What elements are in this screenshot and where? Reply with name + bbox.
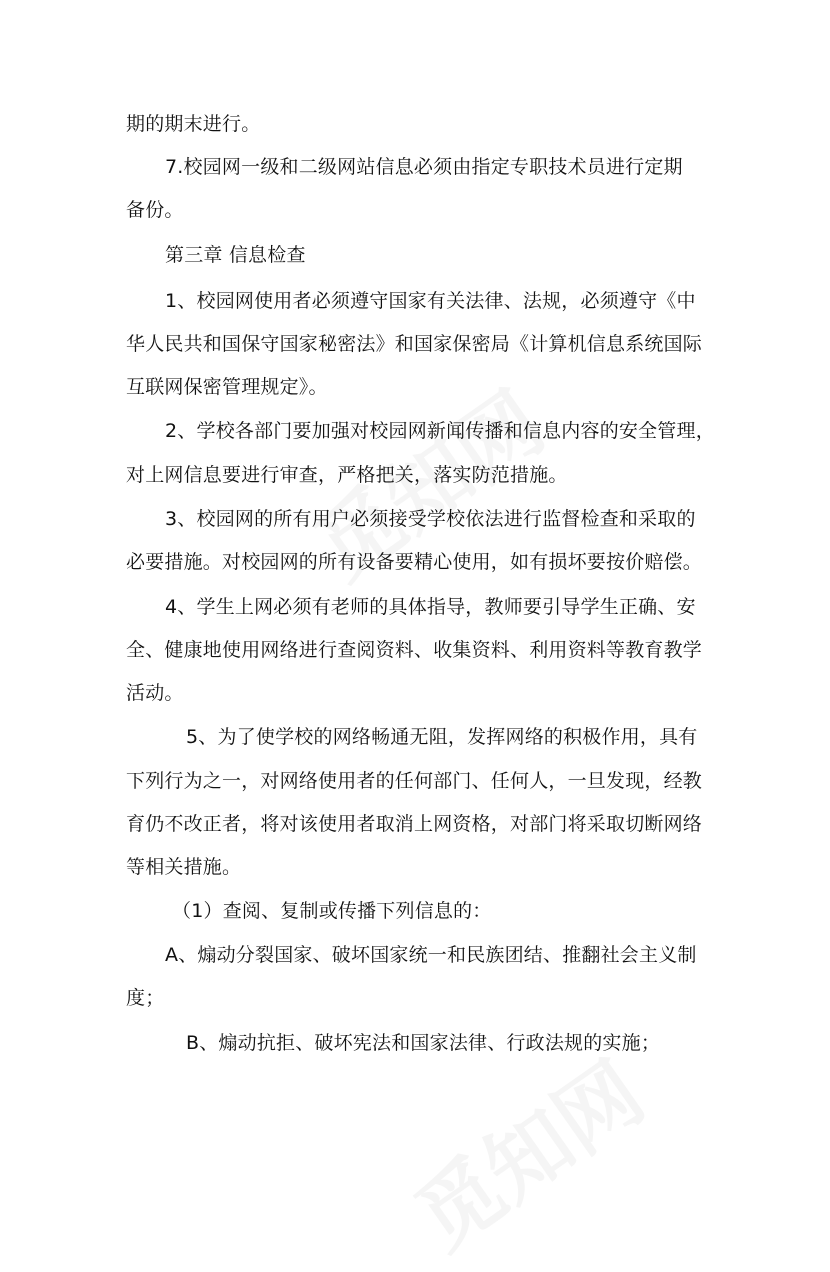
text-line: 2、学校各部门要加强对校园网新闻传播和信息内容的安全管理，	[165, 420, 715, 442]
text-line: 全、健康地使用网络进行查阅资料、收集资料、利用资料等教育教学	[126, 639, 703, 661]
text-line: 期的期末进行。	[126, 113, 261, 135]
section-heading: 第三章 信息检查	[165, 244, 306, 266]
watermark	[388, 1029, 664, 1272]
text-line: 5、为了使学校的网络畅通无阻，发挥网络的积极作用，具有	[186, 726, 698, 748]
text-line: 对上网信息要进行审查，严格把关，落实防范措施。	[126, 464, 568, 486]
text-line: 互联网保密管理规定》。	[126, 376, 328, 398]
text-line: 备份。	[126, 199, 184, 221]
text-line: 华人民共和国保守国家秘密法》和国家保密局《计算机信息系统国际	[126, 333, 703, 355]
text-line: 育仍不改正者，将对该使用者取消上网资格，对部门将采取切断网络	[126, 813, 703, 835]
text-line: 1、校园网使用者必须遵守国家有关法律、法规，必须遵守《中	[165, 290, 696, 312]
text-line: 7.校园网一级和二级网站信息必须由指定专职技术员进行定期	[165, 156, 683, 178]
text-line: A、煽动分裂国家、破坏国家统一和民族团结、推翻社会主义制	[165, 944, 697, 966]
text-line: （1）查阅、复制或传播下列信息的：	[172, 900, 492, 922]
text-line: 活动。	[126, 682, 184, 704]
text-line: 下列行为之一，对网络使用者的任何部门、任何人，一旦发现，经教	[126, 770, 703, 792]
text-line: 3、校园网的所有用户必须接受学校依法进行监督检查和采取的	[165, 508, 696, 530]
text-line: 度；	[126, 987, 165, 1009]
text-line: 4、学生上网必须有老师的具体指导，教师要引导学生正确、安	[165, 596, 696, 618]
text-line: 必要措施。对校园网的所有设备要精心使用，如有损坏要按价赔偿。	[126, 551, 703, 573]
text-line: B、煽动抗拒、破坏宪法和国家法律、行政法规的实施；	[186, 1032, 661, 1054]
text-line: 等相关措施。	[126, 856, 242, 878]
